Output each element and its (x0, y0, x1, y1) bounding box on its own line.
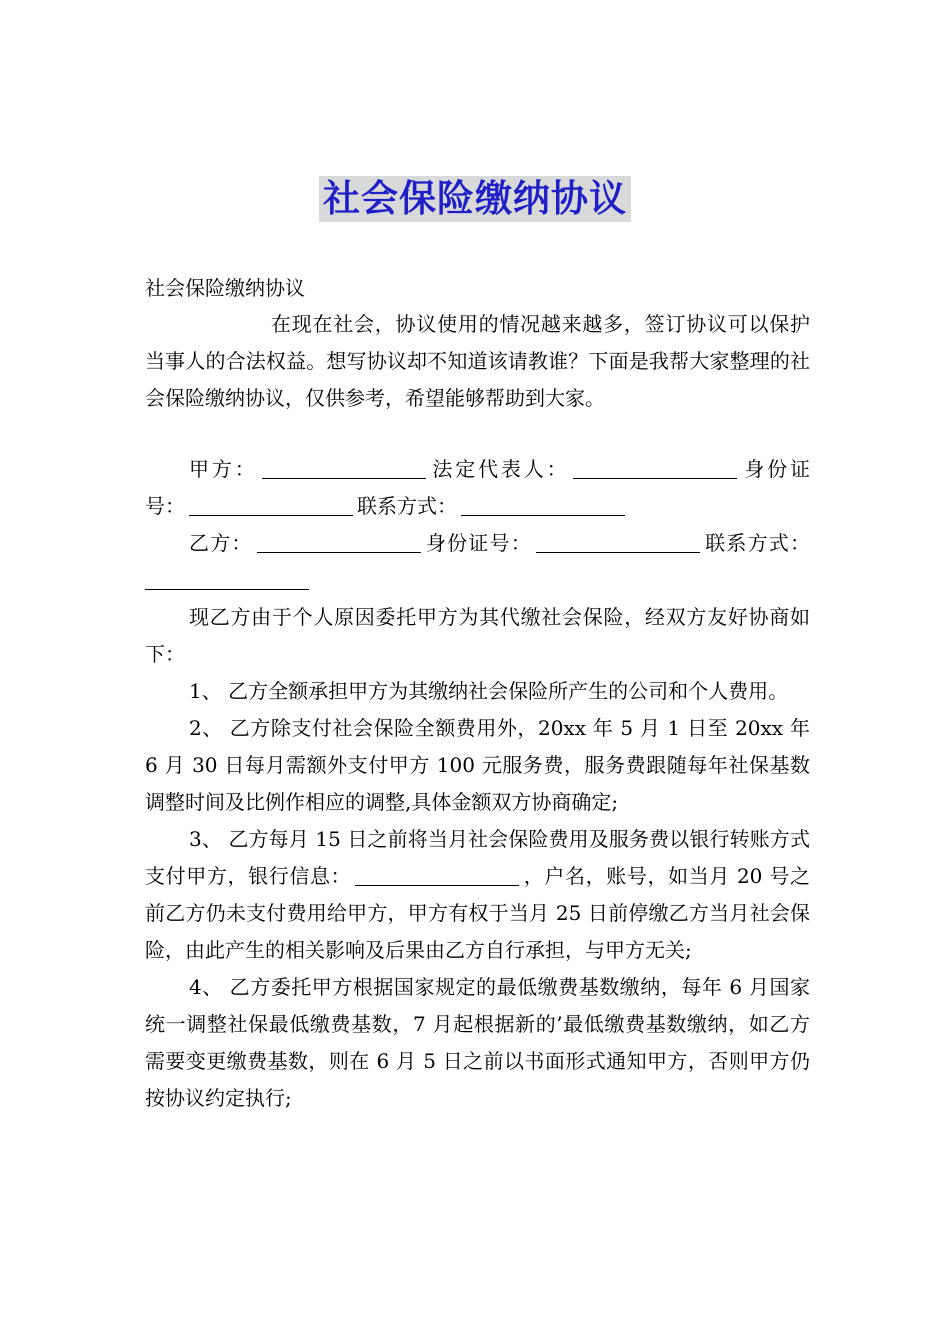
party-b-line (145, 525, 810, 599)
party-b-id-blank (536, 532, 700, 553)
party-b-id-label: 身份证号： (424, 531, 532, 555)
party-b-name-blank (257, 532, 421, 553)
party-a-contact-blank (461, 495, 625, 516)
clause-2: 2、 乙方除支付社会保险全额费用外，20xx 年 5 月 1 日至 20xx 年 6 月 30 日每月需额外支付甲方 100 元服务费，服务费跟随每年社保基数调整时间及比例作相应的调整,具体金额双方协商确定; (145, 716, 810, 814)
page-title: 社会保险缴纳协议 (319, 176, 631, 222)
intro-text: 在现在社会，协议使用的情况越来越多，签订协议可以保护当事人的合法权益。想写协议却不知道该请教谁？下面是我帮大家整理的社会保险缴纳协议，仅供参考，希望能够帮助到大家。 (145, 312, 810, 410)
intro-paragraph (145, 306, 810, 417)
party-a-rep-blank (573, 458, 737, 479)
clause-3-part-1: 3、 乙方每月 15 日之前将当月社会保险费用及服务费以银行转账方式支付甲方，银行信息： (145, 827, 810, 888)
party-a-rep-label: 法定代表人： (429, 457, 570, 481)
party-a-id-label-2: 号： (145, 494, 185, 518)
agreement-body (145, 451, 810, 1117)
document-subtitle (145, 270, 810, 307)
preamble-paragraph: 现乙方由于个人原因委托甲方为其代缴社会保险，经双方友好协商如下： (145, 605, 810, 666)
party-b-contact-label: 联系方式： (703, 531, 811, 555)
party-b-label: 乙方： (189, 531, 253, 555)
party-b-contact-blank (145, 569, 309, 590)
title-wrap (0, 176, 950, 222)
party-a-id-label-1: 身份证 (741, 457, 811, 481)
party-a-id-blank (189, 495, 353, 516)
party-a-name-blank (262, 458, 426, 479)
clause-1: 1、 乙方全额承担甲方为其缴纳社会保险所产生的公司和个人费用。 (189, 679, 789, 703)
clause-4: 4、 乙方委托甲方根据国家规定的最低缴费基数缴纳，每年 6 月国家统一调整社保最低缴费基数，7 月起根据新的’最低缴费基数缴纳，如乙方需要变更缴费基数，则在 6 月 5 日之前以书面形式通知甲方，否则甲方仍按协议约定执行; (145, 975, 810, 1110)
party-a-line (145, 451, 810, 525)
clause-3-part-2: ，户名，账号，如当月 20 号之前乙方仍未支付费用给甲方，甲方有权于当月 25 日前停缴乙方当月社会保险，由此产生的相关影响及后果由乙方自行承担，与甲方无关; (145, 864, 811, 962)
clause-3 (145, 821, 810, 969)
party-a-label: 甲方： (189, 457, 258, 481)
subtitle-text: 社会保险缴纳协议 (145, 276, 305, 300)
party-a-contact-label: 联系方式： (357, 494, 457, 518)
bank-info-blank (355, 865, 519, 886)
